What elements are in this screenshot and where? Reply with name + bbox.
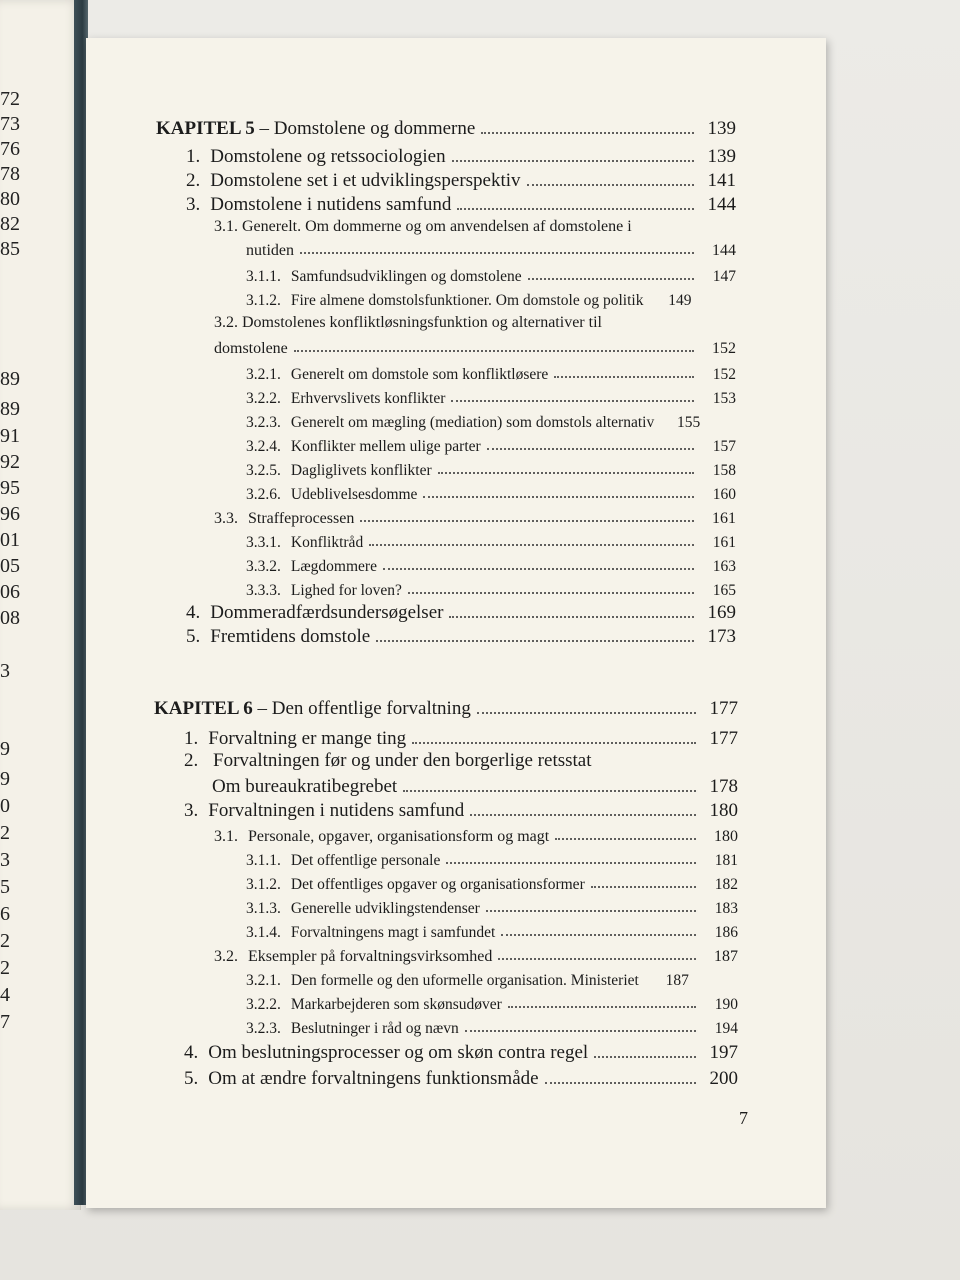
toc-entry bbox=[214, 314, 602, 332]
toc-entry bbox=[246, 456, 736, 480]
section-title: Domstolene og retssociologien bbox=[210, 146, 446, 167]
section-title: Fire almene domstolsfunktioner. Om domstole og politik bbox=[290, 292, 644, 309]
toc-entry bbox=[214, 822, 738, 846]
left-page-number: 2 bbox=[0, 822, 10, 844]
section-title: Domstolenes konfliktløsningsfunktion og alternativer til bbox=[242, 314, 602, 331]
section-number: 3.1.3. bbox=[246, 900, 281, 917]
left-page-number: 05 bbox=[0, 555, 20, 577]
page-number: 200 bbox=[709, 1068, 738, 1089]
toc-entry bbox=[184, 1040, 738, 1064]
section-title: Forvaltningen i nutidens samfund bbox=[208, 800, 465, 821]
left-page-number: 3 bbox=[0, 660, 10, 682]
section-number: 1. bbox=[186, 146, 201, 167]
left-page-number: 01 bbox=[0, 529, 20, 551]
toc-entry bbox=[246, 1014, 738, 1038]
section-title: Udeblivelsesdomme bbox=[290, 486, 418, 503]
section-title-continued: nutiden bbox=[246, 242, 294, 259]
toc-entry-continued bbox=[212, 774, 738, 798]
left-page-number: 06 bbox=[0, 581, 20, 603]
dot-leader bbox=[451, 400, 694, 402]
chapter-label: KAPITEL 6 bbox=[154, 698, 253, 719]
dot-leader bbox=[498, 958, 696, 960]
page-number: 141 bbox=[707, 170, 736, 191]
section-title: Generelle udviklingstendenser bbox=[290, 900, 480, 917]
page-number: 139 bbox=[707, 118, 736, 139]
left-page-number: 78 bbox=[0, 163, 20, 185]
section-title: Dommeradfærdsundersøgelser bbox=[210, 602, 444, 623]
section-number: 3.1.4. bbox=[246, 924, 281, 941]
left-page-number: 95 bbox=[0, 477, 20, 499]
dot-leader bbox=[294, 350, 694, 352]
dot-leader bbox=[403, 790, 696, 792]
toc-entry bbox=[246, 990, 738, 1014]
section-title: Forvaltningens magt i samfundet bbox=[290, 924, 496, 941]
page-folio: 7 bbox=[739, 1108, 748, 1128]
dot-leader bbox=[545, 1082, 696, 1084]
toc-entry bbox=[246, 576, 736, 600]
section-number: 3.2.2. bbox=[246, 390, 281, 407]
dot-leader bbox=[412, 742, 696, 744]
toc-entry bbox=[246, 870, 738, 894]
dot-leader bbox=[449, 616, 694, 618]
left-page-number: 3 bbox=[0, 849, 10, 871]
section-number: 3.3.2. bbox=[246, 558, 281, 575]
dot-leader bbox=[555, 838, 696, 840]
page-number: 152 bbox=[712, 340, 736, 357]
page-number: 160 bbox=[712, 486, 736, 503]
section-number: 3.2.3. bbox=[246, 414, 281, 431]
section-number: 3.2.6. bbox=[246, 486, 281, 503]
toc-entry bbox=[246, 552, 736, 576]
page-number: 180 bbox=[709, 800, 738, 821]
toc-entry bbox=[246, 894, 738, 918]
dot-leader bbox=[477, 712, 696, 714]
dot-leader bbox=[470, 814, 696, 816]
section-title: Eksempler på forvaltningsvirksomhed bbox=[248, 948, 493, 965]
toc-entry bbox=[246, 432, 736, 456]
page-number: 139 bbox=[707, 146, 736, 167]
toc-entry bbox=[246, 918, 738, 942]
page-number: 197 bbox=[709, 1042, 738, 1063]
toc-entry bbox=[246, 480, 736, 504]
section-number: 3.2.1. bbox=[246, 366, 281, 383]
toc-entry bbox=[246, 360, 736, 384]
section-title: Erhvervslivets konflikter bbox=[290, 390, 446, 407]
dot-leader bbox=[554, 376, 694, 378]
page-number: 161 bbox=[712, 534, 736, 551]
page-number: 157 bbox=[712, 438, 736, 455]
section-number: 4. bbox=[186, 602, 201, 623]
page-number: 182 bbox=[714, 876, 738, 893]
dot-leader bbox=[369, 544, 694, 546]
section-number: 2. bbox=[186, 170, 201, 191]
chapter-title: Den offentlige forvaltning bbox=[271, 698, 471, 719]
chapter-dash: – bbox=[259, 118, 269, 139]
page-number: 149 bbox=[668, 292, 692, 309]
section-title: Personale, opgaver, organisationsform og magt bbox=[248, 828, 550, 845]
section-number: 3.3. bbox=[214, 510, 238, 527]
dot-leader bbox=[383, 568, 694, 570]
dot-leader bbox=[508, 1006, 696, 1008]
page-number: 152 bbox=[712, 366, 736, 383]
page-number: 187 bbox=[665, 972, 689, 989]
section-title: Domstolene set i et udviklingsperspektiv bbox=[210, 170, 521, 191]
section-title: Samfundsudviklingen og domstolene bbox=[290, 268, 522, 285]
toc-entry bbox=[214, 218, 632, 236]
toc-entry bbox=[246, 846, 738, 870]
section-number: 3.1.1. bbox=[246, 268, 281, 285]
section-title: Generelt. Om dommerne og om anvendelsen af domstolene i bbox=[242, 218, 632, 235]
page-number: 180 bbox=[714, 828, 738, 845]
section-number: 1. bbox=[184, 728, 199, 749]
page-number: 178 bbox=[709, 776, 738, 797]
page-number: 190 bbox=[714, 996, 738, 1013]
dot-leader bbox=[446, 862, 696, 864]
section-number: 3.2.1. bbox=[246, 972, 281, 989]
dot-leader bbox=[486, 910, 696, 912]
section-title: Om at ændre forvaltningens funktionsmåde bbox=[208, 1068, 539, 1089]
left-page-number: 92 bbox=[0, 451, 20, 473]
section-title: Konfliktråd bbox=[290, 534, 364, 551]
page-number: 155 bbox=[676, 414, 701, 431]
dot-leader bbox=[360, 520, 694, 522]
toc-entry bbox=[186, 168, 736, 192]
left-page-number: 91 bbox=[0, 425, 20, 447]
section-title: Markarbejderen som skønsudøver bbox=[290, 996, 502, 1013]
page-number: 163 bbox=[712, 558, 736, 575]
toc-entry bbox=[184, 1066, 738, 1090]
toc-entry bbox=[184, 798, 738, 822]
left-page-number: 6 bbox=[0, 903, 10, 925]
section-number: 2. bbox=[184, 750, 199, 771]
toc-entry bbox=[246, 528, 736, 552]
page-number: 186 bbox=[714, 924, 738, 941]
page-number: 177 bbox=[709, 698, 738, 719]
dot-leader bbox=[423, 496, 694, 498]
section-title: Den formelle og den uformelle organisation. Ministeriet bbox=[290, 972, 639, 989]
left-page bbox=[0, 0, 81, 1210]
section-title: Domstolene i nutidens samfund bbox=[210, 194, 452, 215]
page-number: 165 bbox=[712, 582, 736, 599]
chapter-heading bbox=[154, 696, 738, 720]
toc-entry-continued bbox=[246, 236, 736, 260]
left-page-number: 9 bbox=[0, 738, 10, 760]
dot-leader bbox=[528, 278, 694, 280]
section-title-continued: domstolene bbox=[214, 340, 288, 357]
toc-page bbox=[86, 38, 826, 1208]
toc-entry bbox=[214, 504, 736, 528]
left-page-number: 2 bbox=[0, 957, 10, 979]
section-title: Konflikter mellem ulige parter bbox=[290, 438, 481, 455]
page-number: 161 bbox=[712, 510, 736, 527]
dot-leader bbox=[300, 252, 694, 254]
toc-entry bbox=[246, 262, 736, 286]
section-title: Det offentliges opgaver og organisationsformer bbox=[290, 876, 585, 893]
dot-leader bbox=[452, 160, 694, 162]
section-title: Beslutninger i råd og nævn bbox=[290, 1020, 459, 1037]
dot-leader bbox=[487, 448, 694, 450]
section-title: Fremtidens domstole bbox=[210, 626, 371, 647]
toc-entry bbox=[246, 384, 736, 408]
section-title: Forvaltningen før og under den borgerlige retsstat bbox=[213, 750, 592, 771]
dot-leader bbox=[594, 1056, 696, 1058]
toc-entry-continued bbox=[214, 334, 736, 358]
section-title: Generelt om domstole som konfliktløsere bbox=[290, 366, 549, 383]
toc-entry bbox=[184, 726, 738, 750]
section-number: 3.2.4. bbox=[246, 438, 281, 455]
left-page-number: 73 bbox=[0, 113, 20, 135]
section-title-continued: Om bureaukratibegrebet bbox=[212, 776, 398, 797]
section-number: 3.2. bbox=[214, 948, 238, 965]
left-page-number: 72 bbox=[0, 88, 20, 110]
page-number: 144 bbox=[707, 194, 736, 215]
left-page-number: 96 bbox=[0, 503, 20, 525]
page-number: 173 bbox=[707, 626, 736, 647]
dot-leader bbox=[457, 208, 694, 210]
left-page-number: 7 bbox=[0, 1011, 10, 1033]
dot-leader bbox=[501, 934, 696, 936]
toc-entry bbox=[246, 286, 736, 310]
page-number: 183 bbox=[714, 900, 738, 917]
section-number: 5. bbox=[186, 626, 201, 647]
section-number: 3.2. bbox=[214, 314, 238, 331]
chapter-label: KAPITEL 5 bbox=[156, 118, 255, 139]
section-title: Om beslutningsprocesser og om skøn contra regel bbox=[208, 1042, 589, 1063]
section-title: Lighed for loven? bbox=[290, 582, 402, 599]
toc-entry bbox=[186, 144, 736, 168]
section-number: 3.1.2. bbox=[246, 876, 281, 893]
section-number: 3.3.3. bbox=[246, 582, 281, 599]
page-number: 153 bbox=[712, 390, 736, 407]
left-page-number: 9 bbox=[0, 768, 10, 790]
left-page-number: 4 bbox=[0, 984, 10, 1006]
section-title: Dagliglivets konflikter bbox=[290, 462, 432, 479]
left-page-number: 82 bbox=[0, 213, 20, 235]
page-number: 194 bbox=[714, 1020, 738, 1037]
page-number: 187 bbox=[714, 948, 738, 965]
chapter-title: Domstolene og dommerne bbox=[273, 118, 476, 139]
section-number: 3.2.3. bbox=[246, 1020, 281, 1037]
dot-leader bbox=[481, 132, 694, 134]
section-title: Lægdommere bbox=[290, 558, 377, 575]
left-page-number: 2 bbox=[0, 930, 10, 952]
toc-entry bbox=[186, 624, 736, 648]
section-title: Forvaltning er mange ting bbox=[208, 728, 407, 749]
section-number: 3. bbox=[186, 194, 201, 215]
toc-entry bbox=[186, 192, 736, 216]
left-page-number: 08 bbox=[0, 607, 20, 629]
section-number: 5. bbox=[184, 1068, 199, 1089]
page-number: 147 bbox=[712, 268, 736, 285]
left-page-number: 0 bbox=[0, 795, 10, 817]
section-number: 3.1.1. bbox=[246, 852, 281, 869]
dot-leader bbox=[376, 640, 694, 642]
section-number: 3.2.5. bbox=[246, 462, 281, 479]
section-number: 3.1.2. bbox=[246, 292, 281, 309]
dot-leader bbox=[438, 472, 694, 474]
toc-entry bbox=[246, 966, 738, 990]
toc-entry bbox=[184, 750, 592, 772]
dot-leader bbox=[408, 592, 694, 594]
left-page-number: 85 bbox=[0, 238, 20, 260]
section-number: 4. bbox=[184, 1042, 199, 1063]
section-number: 3.1. bbox=[214, 828, 238, 845]
dot-leader bbox=[527, 184, 694, 186]
left-page-number: 76 bbox=[0, 138, 20, 160]
section-number: 3.2.2. bbox=[246, 996, 281, 1013]
page-number: 158 bbox=[712, 462, 736, 479]
page-number: 169 bbox=[707, 602, 736, 623]
section-number: 3.3.1. bbox=[246, 534, 281, 551]
section-title: Det offentlige personale bbox=[290, 852, 441, 869]
toc-entry bbox=[186, 600, 736, 624]
dot-leader bbox=[591, 886, 696, 888]
left-page-number: 89 bbox=[0, 398, 20, 420]
page-number: 144 bbox=[712, 242, 736, 259]
section-number: 3.1. bbox=[214, 218, 238, 235]
left-page-number: 89 bbox=[0, 368, 20, 390]
section-title: Generelt om mægling (mediation) som domstols alternativ bbox=[290, 414, 655, 431]
toc-entry bbox=[214, 942, 738, 966]
section-title: Straffeprocessen bbox=[248, 510, 355, 527]
section-number: 3. bbox=[184, 800, 199, 821]
left-page-number: 80 bbox=[0, 188, 20, 210]
chapter-dash: – bbox=[257, 698, 267, 719]
toc-entry bbox=[246, 408, 736, 432]
page-number: 181 bbox=[714, 852, 738, 869]
chapter-heading bbox=[156, 116, 736, 140]
dot-leader bbox=[465, 1030, 696, 1032]
page-number: 177 bbox=[709, 728, 738, 749]
left-page-number: 5 bbox=[0, 876, 10, 898]
